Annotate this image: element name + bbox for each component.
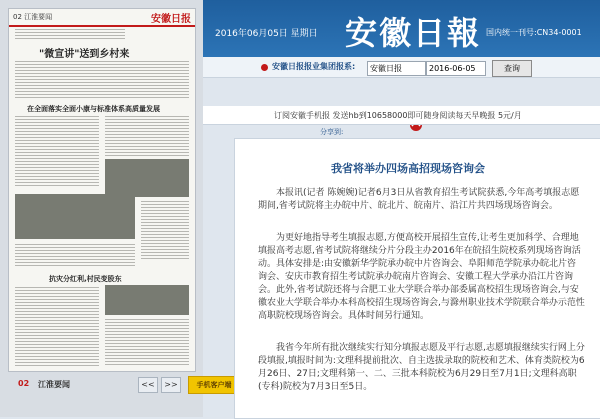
article-paragraph: 本报讯(记者 陈婉婉)记者6月3日从省教育招生考试院获悉,今年高考填报志愿期间,省考试院将主办皖中片、皖北片、皖南片、沿江片共四场现场咨询会。 <box>258 188 580 211</box>
article-paragraph: 我省今年所有批次继续实行知分填报志愿及平行志愿,志愿填报继续实行网上分段填报,填报时间为:文理科提前批次、自主选拔录取的院校和艺术、体育类院校为6月26日、27日;文理科第一、二、三批本科院校为6月29日至7月1日;文理科高职(专科)院校为7月3日至5日。 <box>258 343 585 392</box>
section-name: 江淮要闻 <box>38 380 70 389</box>
newspaper-logo: 安徽日報 <box>345 14 482 52</box>
text-block <box>15 61 189 99</box>
newspaper-page-thumbnail[interactable] <box>8 8 196 372</box>
text-block <box>15 244 135 268</box>
text-block <box>105 116 189 156</box>
article-headline: 我省将举办四场高招现场咨询会 <box>331 162 485 175</box>
harvest-photo <box>15 194 135 239</box>
promo-text[interactable]: 订阅安徽手机报 发送hb到10658000即可随身阅读每天早晚报 5元/月 <box>274 111 522 120</box>
text-block <box>15 287 99 367</box>
article-paragraph: 为更好地指导考生填报志愿,方便高校开展招生宣传,让考生更加科学、合理地填报高考志愿,省考试院将继续分片分段主办2016年在皖招生院校系列现场咨询活动。具体安排是:由安徽新华学院承办皖中片咨询会、阜阳师范学院承办皖北片咨询会、安庆市教育招生考试院承办皖南片咨询会、安徽工程大学承办沿江片咨询会。此外,省考试院还将与合肥工业大学联合举办部委属高校招生现场咨询会,与安徽农业大学联合举办本科高校招生现场咨询会,与滁州职业技术学院联合举办示范性高职院校现场咨询会。具体时间另行通知。 <box>258 233 585 321</box>
paper-select[interactable]: 安徽日报 <box>367 61 426 76</box>
search-button[interactable]: 查询 <box>492 60 532 77</box>
share-label[interactable]: 分享到: <box>320 128 344 136</box>
issn-number: 国内统一刊号:CN34-0001 <box>486 28 582 37</box>
newspaper-page-label: 02 江淮要闻 <box>13 13 53 21</box>
building-photo <box>105 285 189 315</box>
date-input[interactable]: 2016-06-05 <box>426 61 486 76</box>
page-number: 02 <box>18 379 30 388</box>
newspaper-mini-logo: 安徽日报 <box>151 14 191 25</box>
text-block <box>15 29 125 41</box>
mobile-client-button[interactable]: 手机客户端 <box>188 376 240 394</box>
page-navigation <box>8 376 194 396</box>
page-preview-panel <box>0 0 232 417</box>
newspaper-headline-3: 抗灾分红利,村民变股东 <box>49 275 122 283</box>
next-page-button[interactable]: >> <box>161 377 181 393</box>
photo <box>105 159 189 197</box>
publish-date: 2016年06月05日 星期日 <box>215 29 318 39</box>
text-block <box>15 116 99 186</box>
newspaper-headline-2: 在全面落实全面小康与标准体系高质量发展 <box>27 105 160 113</box>
text-block <box>141 201 189 261</box>
prev-page-button[interactable]: << <box>138 377 158 393</box>
newspaper-headline-1: "微宣讲"送到乡村来 <box>39 49 130 60</box>
newspaper-header <box>9 9 195 27</box>
bullet-icon <box>261 64 268 71</box>
group-papers-label: 安徽日报报业集团报系: <box>272 62 356 71</box>
text-block <box>105 319 189 367</box>
